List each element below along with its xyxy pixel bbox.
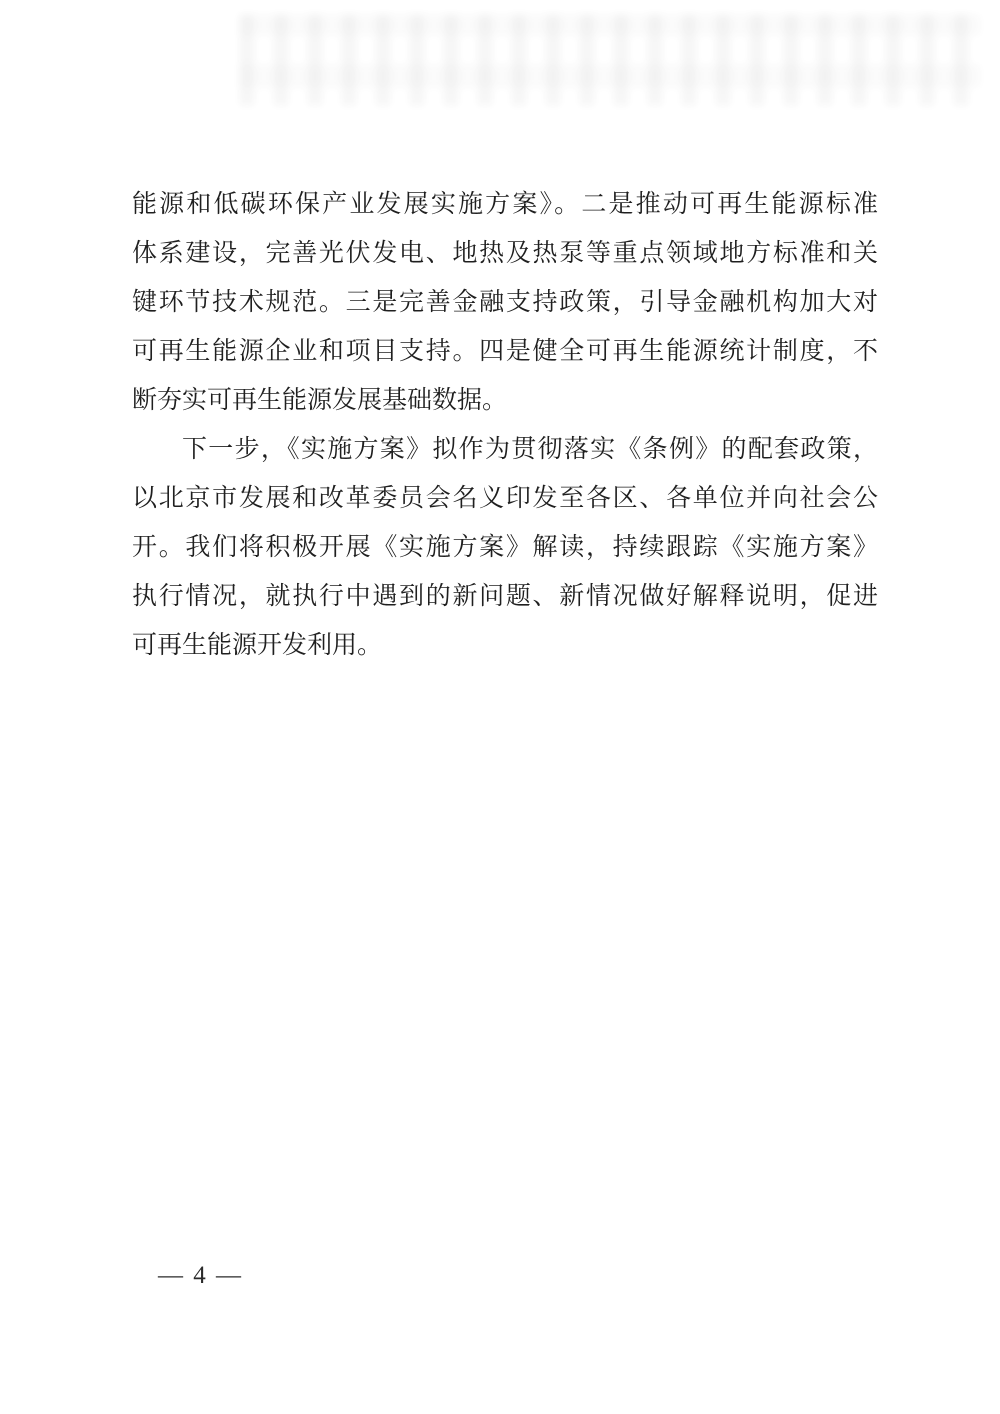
text-line: 以北京市发展和改革委员会名义印发至各区、各单位并向社会公 <box>132 485 878 512</box>
text-line: 能源和低碳环保产业发展实施方案》。二是推动可再生能源标准 <box>132 191 878 218</box>
document-body <box>132 180 878 670</box>
text-line: 可再生能源开发利用。 <box>132 632 383 659</box>
text-line: 可再生能源企业和项目支持。四是健全可再生能源统计制度，不 <box>132 338 878 365</box>
text-line: 开。我们将积极开展《实施方案》解读，持续跟踪《实施方案》 <box>132 534 878 561</box>
text-line: 断夯实可再生能源发展基础数据。 <box>132 387 508 414</box>
text-line: 键环节技术规范。三是完善金融支持政策，引导金融机构加大对 <box>132 289 878 316</box>
text-line: 下一步，《实施方案》拟作为贯彻落实《条例》的配套政策， <box>182 436 878 463</box>
text-line: 执行情况，就执行中遇到的新问题、新情况做好解释说明，促进 <box>132 583 878 610</box>
scan-bleed-artifact <box>240 15 980 105</box>
page-number: — 4 — <box>158 1262 243 1289</box>
text-line: 体系建设，完善光伏发电、地热及热泵等重点领域地方标准和关 <box>132 240 878 267</box>
